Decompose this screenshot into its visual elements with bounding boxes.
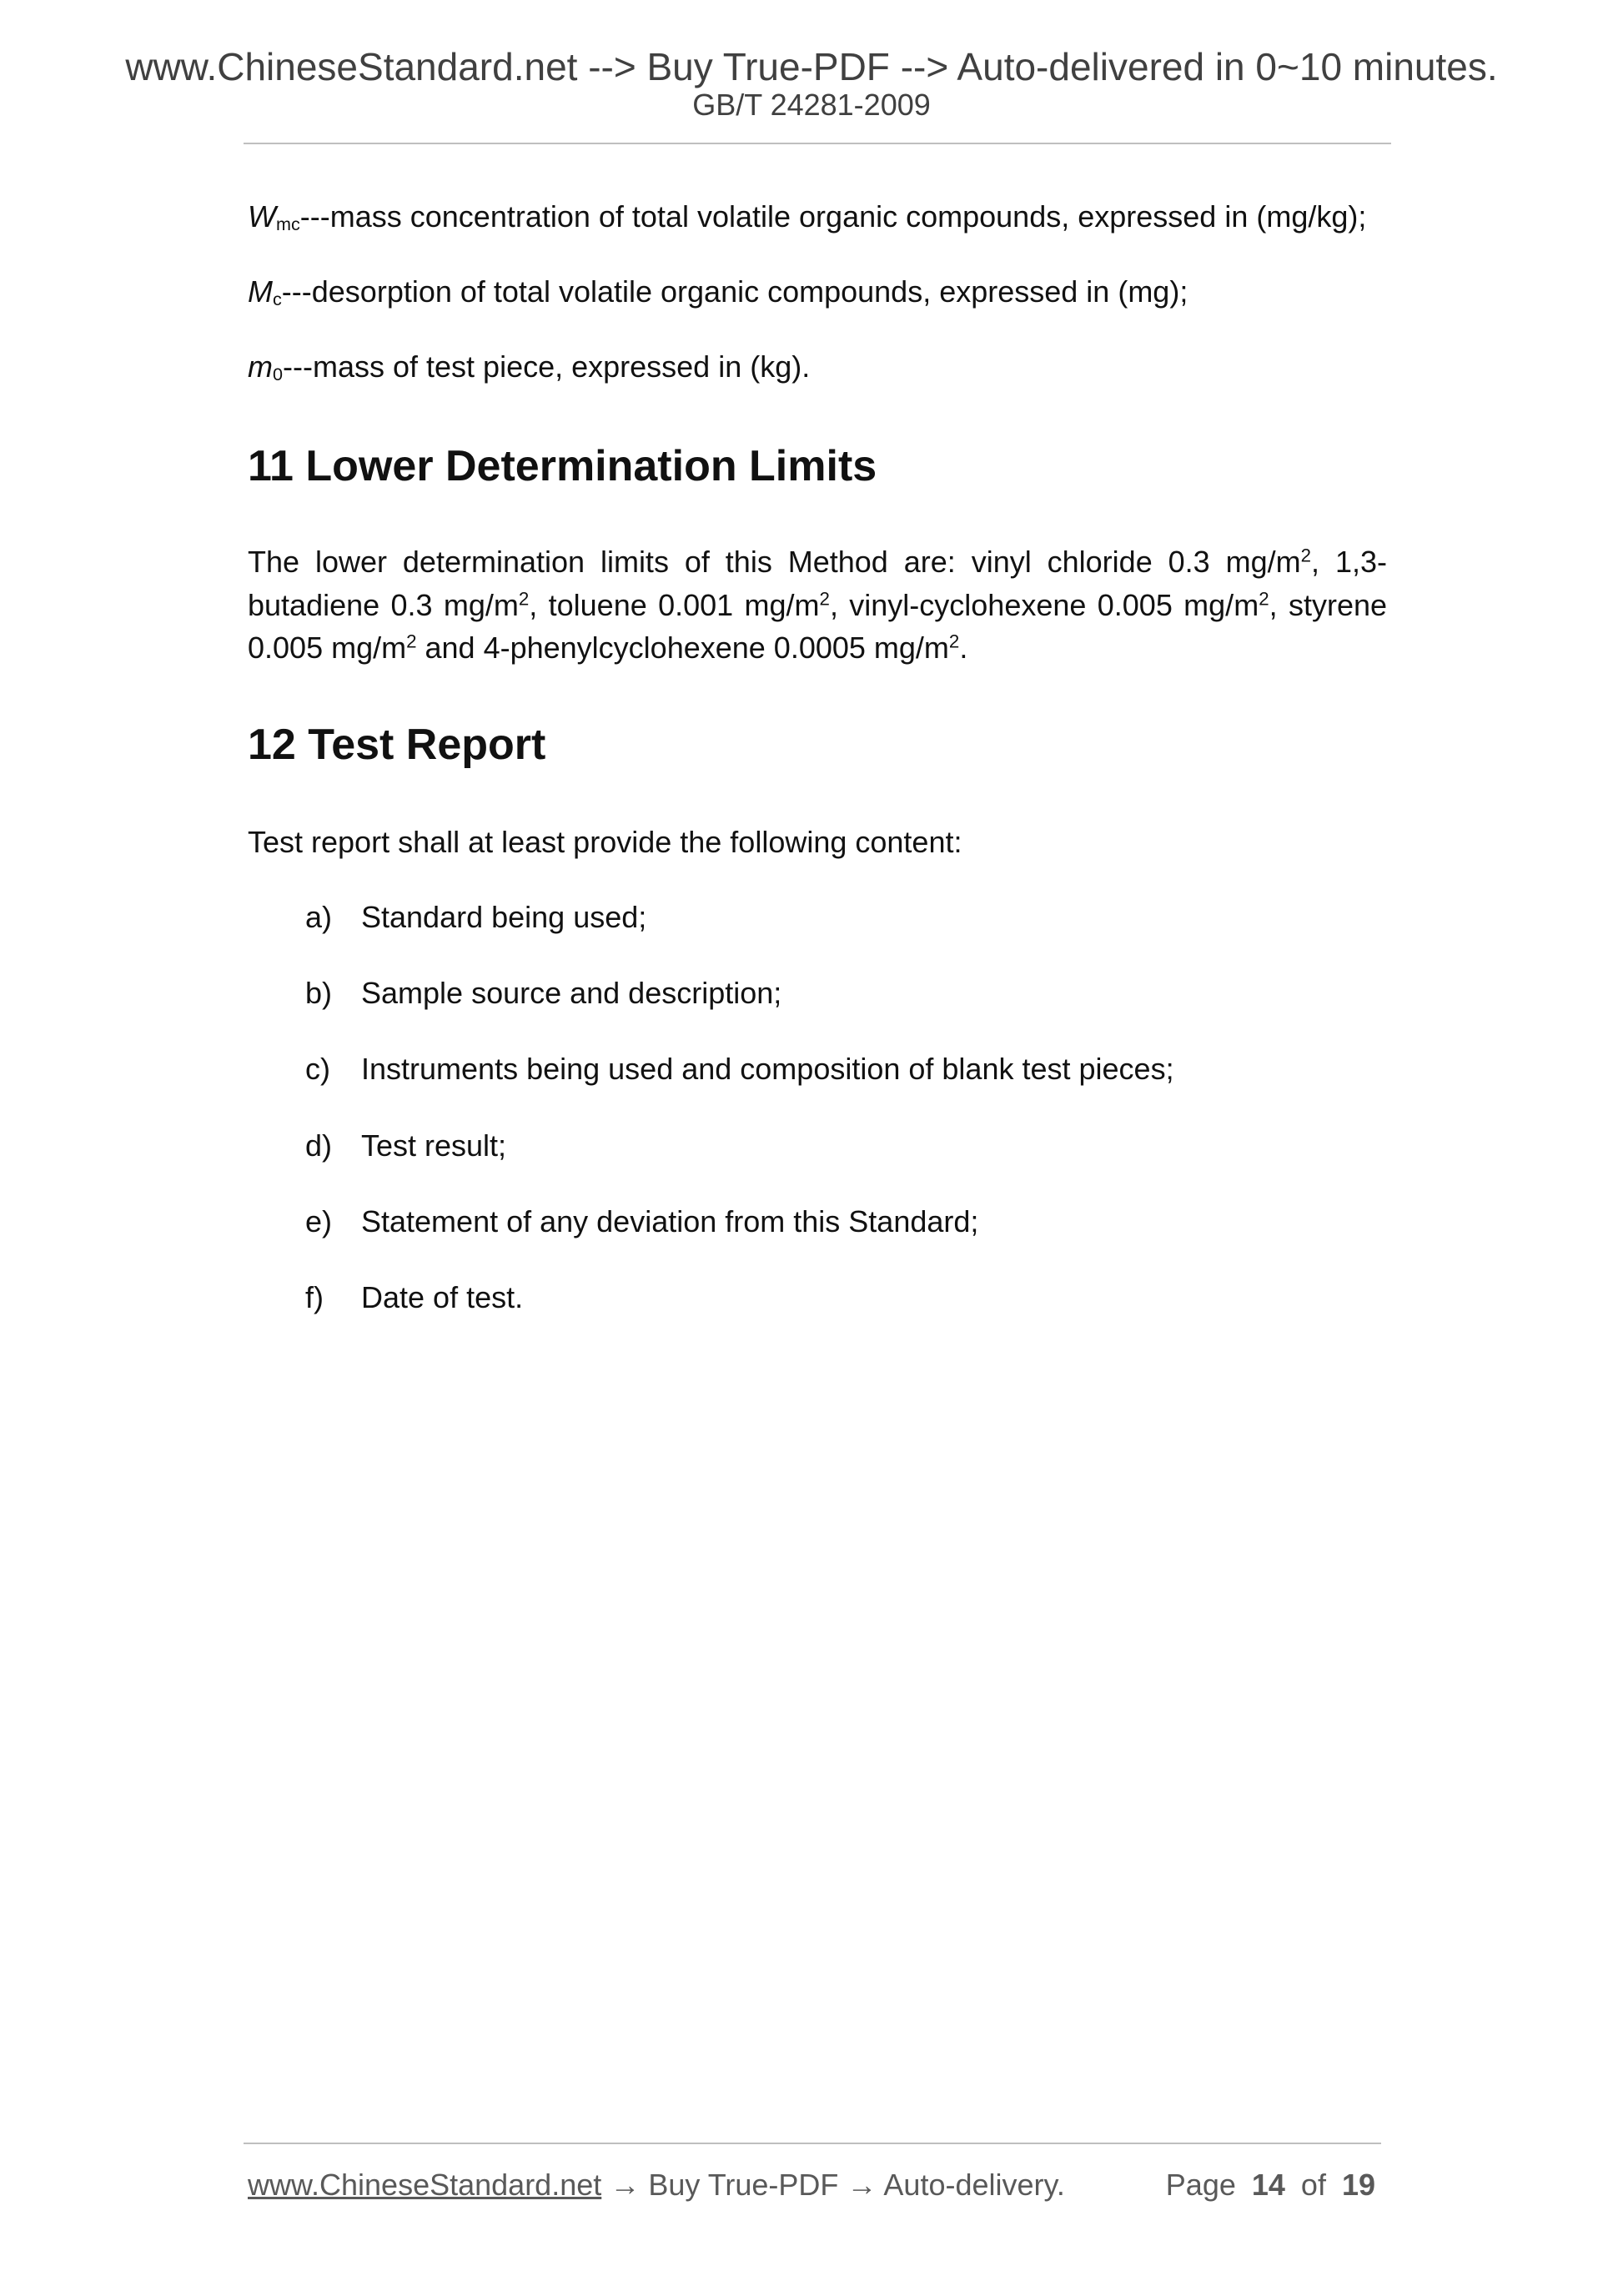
superscript: 2: [1259, 588, 1269, 610]
definition-subscript: mc: [275, 213, 300, 234]
list-item: [248, 977, 1387, 1053]
limits-paragraph: [248, 540, 1387, 670]
list-item: [248, 1281, 1387, 1357]
definition-text: ---mass concentration of total volatile organic compounds, expressed in (mg/kg);: [299, 199, 1367, 234]
footer-divider: [244, 2143, 1381, 2144]
superscript: 2: [1300, 545, 1312, 566]
report-contents-list: [248, 901, 1387, 1357]
list-item-text: Statement of any deviation from this Standard;: [361, 1203, 979, 1238]
page-current: 14: [1251, 2168, 1285, 2202]
page-indicator: [1166, 2168, 1375, 2203]
page-total: 19: [1341, 2168, 1375, 2202]
list-item: [248, 901, 1387, 977]
definition-subscript: c: [273, 288, 282, 309]
header-divider: [244, 143, 1391, 144]
report-intro: Test report shall at least provide the following content:: [248, 825, 962, 859]
footer-tagline: → Buy True-PDF → Auto-delivery.: [610, 2168, 1065, 2202]
list-item-label: d): [305, 1128, 333, 1163]
list-item: [248, 1129, 1387, 1205]
footer-promo: [248, 2168, 1065, 2203]
definition-text: ---desorption of total volatile organic compounds, expressed in (mg);: [281, 274, 1188, 309]
superscript: 2: [518, 588, 530, 610]
list-item-label: f): [305, 1279, 324, 1314]
superscript: 2: [948, 631, 960, 652]
section-11-heading: 11 Lower Determination Limits: [248, 442, 877, 490]
definition-symbol: M: [248, 274, 273, 309]
superscript: 2: [819, 588, 830, 610]
list-item-label: c): [305, 1052, 330, 1087]
list-item-text: Test result;: [361, 1128, 507, 1163]
page-of-label: of: [1300, 2168, 1326, 2202]
list-item-text: Standard being used;: [361, 900, 647, 934]
list-item-text: Sample source and description;: [361, 976, 782, 1011]
superscript: 2: [406, 631, 417, 652]
paragraph-text: , 1,3-butadiene 0.3 mg/m: [248, 545, 1387, 622]
definition-m0: [248, 350, 810, 384]
document-code: GB/T 24281-2009: [692, 88, 931, 122]
list-item-label: a): [305, 900, 333, 934]
list-item-label: b): [305, 976, 333, 1011]
definition-mc: [248, 275, 1188, 309]
paragraph-text: , vinyl-cyclohexene 0.005 mg/m: [829, 587, 1259, 622]
footer-site-link[interactable]: www.ChineseStandard.net: [248, 2168, 602, 2202]
paragraph-text: .: [959, 631, 968, 665]
list-item: [248, 1205, 1387, 1281]
list-item-text: Date of test.: [361, 1279, 524, 1314]
definition-subscript: 0: [273, 363, 284, 384]
paragraph-text: , styrene 0.005 mg/m: [248, 587, 1388, 665]
definition-symbol: m: [248, 349, 273, 384]
list-item-text: Instruments being used and composition of blank test pieces;: [361, 1052, 1174, 1087]
paragraph-text: and 4-phenylcyclohexene 0.0005 mg/m: [416, 631, 949, 665]
paragraph-text: The lower determination limits of this Method are: vinyl chloride 0.3 mg/m: [248, 545, 1301, 579]
list-item: [248, 1053, 1387, 1128]
section-12-heading: 12 Test Report: [248, 721, 546, 769]
definition-wmc: [248, 200, 1366, 234]
paragraph-text: , toluene 0.001 mg/m: [529, 587, 820, 622]
definition-text: ---mass of test piece, expressed in (kg).: [283, 349, 811, 384]
page-label: Page: [1165, 2168, 1236, 2202]
definition-symbol: W: [248, 199, 276, 234]
header-banner: www.ChineseStandard.net --> Buy True-PDF --> Auto-delivered in 0~10 minutes.: [125, 45, 1498, 88]
list-item-label: e): [305, 1203, 333, 1238]
